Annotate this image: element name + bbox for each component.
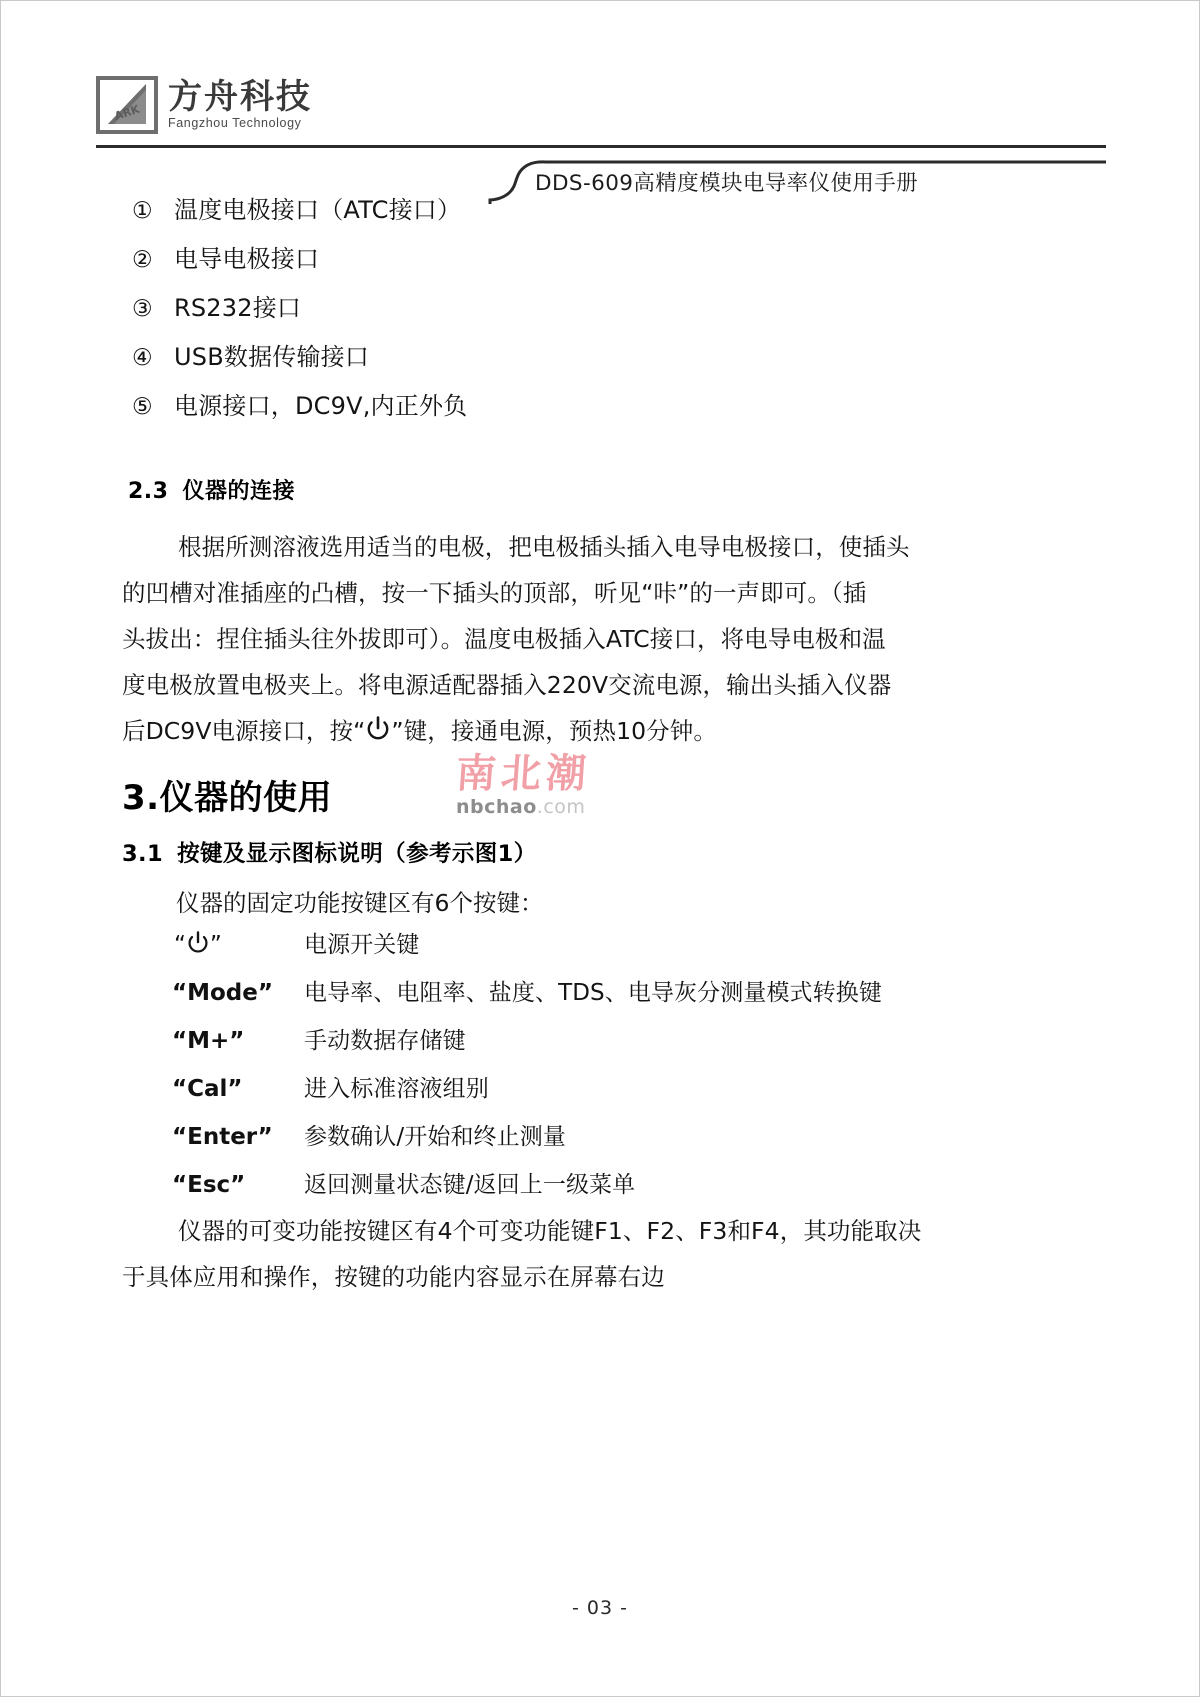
paragraph-line: 的凹槽对准插座的凸槽，按一下插头的顶部，听见“咔”的一声即可。（插 <box>122 579 867 607</box>
list-item <box>132 235 992 284</box>
watermark-tld: .com <box>536 796 586 818</box>
section-heading-3-1 <box>122 836 537 868</box>
list-marker: ③ <box>132 296 153 322</box>
section-title: 按键及显示图标说明（参考示图1） <box>177 841 537 867</box>
list-item-label: 电导电极接口 <box>174 245 320 273</box>
list-marker: ② <box>132 247 153 273</box>
logo-english-name: Fangzhou Technology <box>168 116 302 131</box>
close-quote: ” <box>209 932 222 958</box>
key-row-mplus <box>168 1022 1028 1070</box>
paragraph-line: 于具体应用和操作，按键的功能内容显示在屏幕右边 <box>122 1263 665 1291</box>
list-item <box>132 186 992 235</box>
section-2-3-paragraph <box>122 524 1006 754</box>
list-item <box>132 333 992 382</box>
section-3-1-tail-paragraph <box>122 1208 1006 1300</box>
key-name: “Esc” <box>172 1172 246 1198</box>
list-marker: ⑤ <box>132 394 153 420</box>
key-row-mode <box>168 974 1028 1022</box>
list-item <box>132 284 992 333</box>
watermark-chinese: 南北潮 <box>454 750 593 797</box>
keys-intro-text: 仪器的固定功能按键区有6个按键： <box>176 889 544 917</box>
key-description: 返回测量状态键/返回上一级菜单 <box>304 1172 636 1198</box>
key-row-esc <box>168 1166 1028 1214</box>
port-list <box>132 186 992 431</box>
header-divider-rule <box>96 145 1106 148</box>
list-marker: ① <box>132 198 153 224</box>
key-row-power <box>168 926 1028 974</box>
section-number: 3.1 <box>122 841 164 867</box>
watermark-domain <box>456 797 636 817</box>
key-row-enter <box>168 1118 1028 1166</box>
section-title: 仪器的连接 <box>182 479 295 504</box>
page-number: - 03 - <box>572 1597 628 1619</box>
key-description: 手动数据存储键 <box>304 1028 466 1054</box>
section-number: 2.3 <box>128 479 169 504</box>
list-item-label: RS232接口 <box>174 294 302 322</box>
key-description: 电导率、电阻率、盐度、TDS、电导灰分测量模式转换键 <box>304 980 882 1006</box>
list-item <box>132 382 992 431</box>
paragraph-line: 仪器的可变功能按键区有4个可变功能键F1、F2、F3和F4，其功能取决 <box>178 1217 922 1245</box>
key-description: 电源开关键 <box>304 932 420 958</box>
section-heading-2-3 <box>128 474 295 505</box>
logo-text-block <box>168 77 312 131</box>
page-footer <box>0 1597 1200 1619</box>
key-name: “M+” <box>172 1028 245 1054</box>
list-item-label: 电源接口，DC9V,内正外负 <box>174 392 468 420</box>
paragraph-line-part-before: 后DC9V电源接口，按“ <box>122 717 366 745</box>
key-name: “Cal” <box>172 1076 243 1102</box>
paragraph-line-with-power-icon <box>122 708 1006 754</box>
key-name: “Mode” <box>172 980 273 1006</box>
paragraph-line: 根据所测溶液选用适当的电极，把电极插头插入电导电极接口，使插头 <box>178 533 910 561</box>
watermark-brand: nbchao <box>456 796 537 818</box>
list-item-label: USB数据传输接口 <box>174 343 370 371</box>
company-logo <box>96 76 312 134</box>
key-row-cal <box>168 1070 1028 1118</box>
site-watermark <box>456 752 636 824</box>
key-name-power <box>168 931 304 958</box>
svg-text:ARK: ARK <box>112 102 142 123</box>
logo-chinese-name: 方舟科技 <box>168 77 312 118</box>
power-icon <box>187 931 209 955</box>
paragraph-line: 度电极放置电极夹上。将电源适配器插入220V交流电源，输出头插入仪器 <box>122 671 892 699</box>
page-header <box>0 62 1200 196</box>
key-description: 进入标准溶液组别 <box>304 1076 489 1102</box>
key-name: “Enter” <box>172 1124 273 1150</box>
paragraph-line-part-after: ”键，接通电源，预热10分钟。 <box>391 717 717 745</box>
key-description: 参数确认/开始和终止测量 <box>304 1124 566 1150</box>
open-quote: “ <box>174 932 186 958</box>
list-item-label: 温度电极接口（ATC接口） <box>174 196 462 224</box>
paragraph-line: 头拔出：捏住插头往外拔即可）。温度电极插入ATC接口，将电导电极和温 <box>122 625 886 653</box>
key-definition-list <box>168 926 1028 1214</box>
section-heading-3: 3.仪器的使用 <box>122 778 333 818</box>
manual-title: DDS-609高精度模块电导率仪使用手册 <box>535 171 919 196</box>
power-icon <box>366 716 390 742</box>
ark-logo-icon <box>96 76 158 134</box>
list-marker: ④ <box>132 345 153 371</box>
